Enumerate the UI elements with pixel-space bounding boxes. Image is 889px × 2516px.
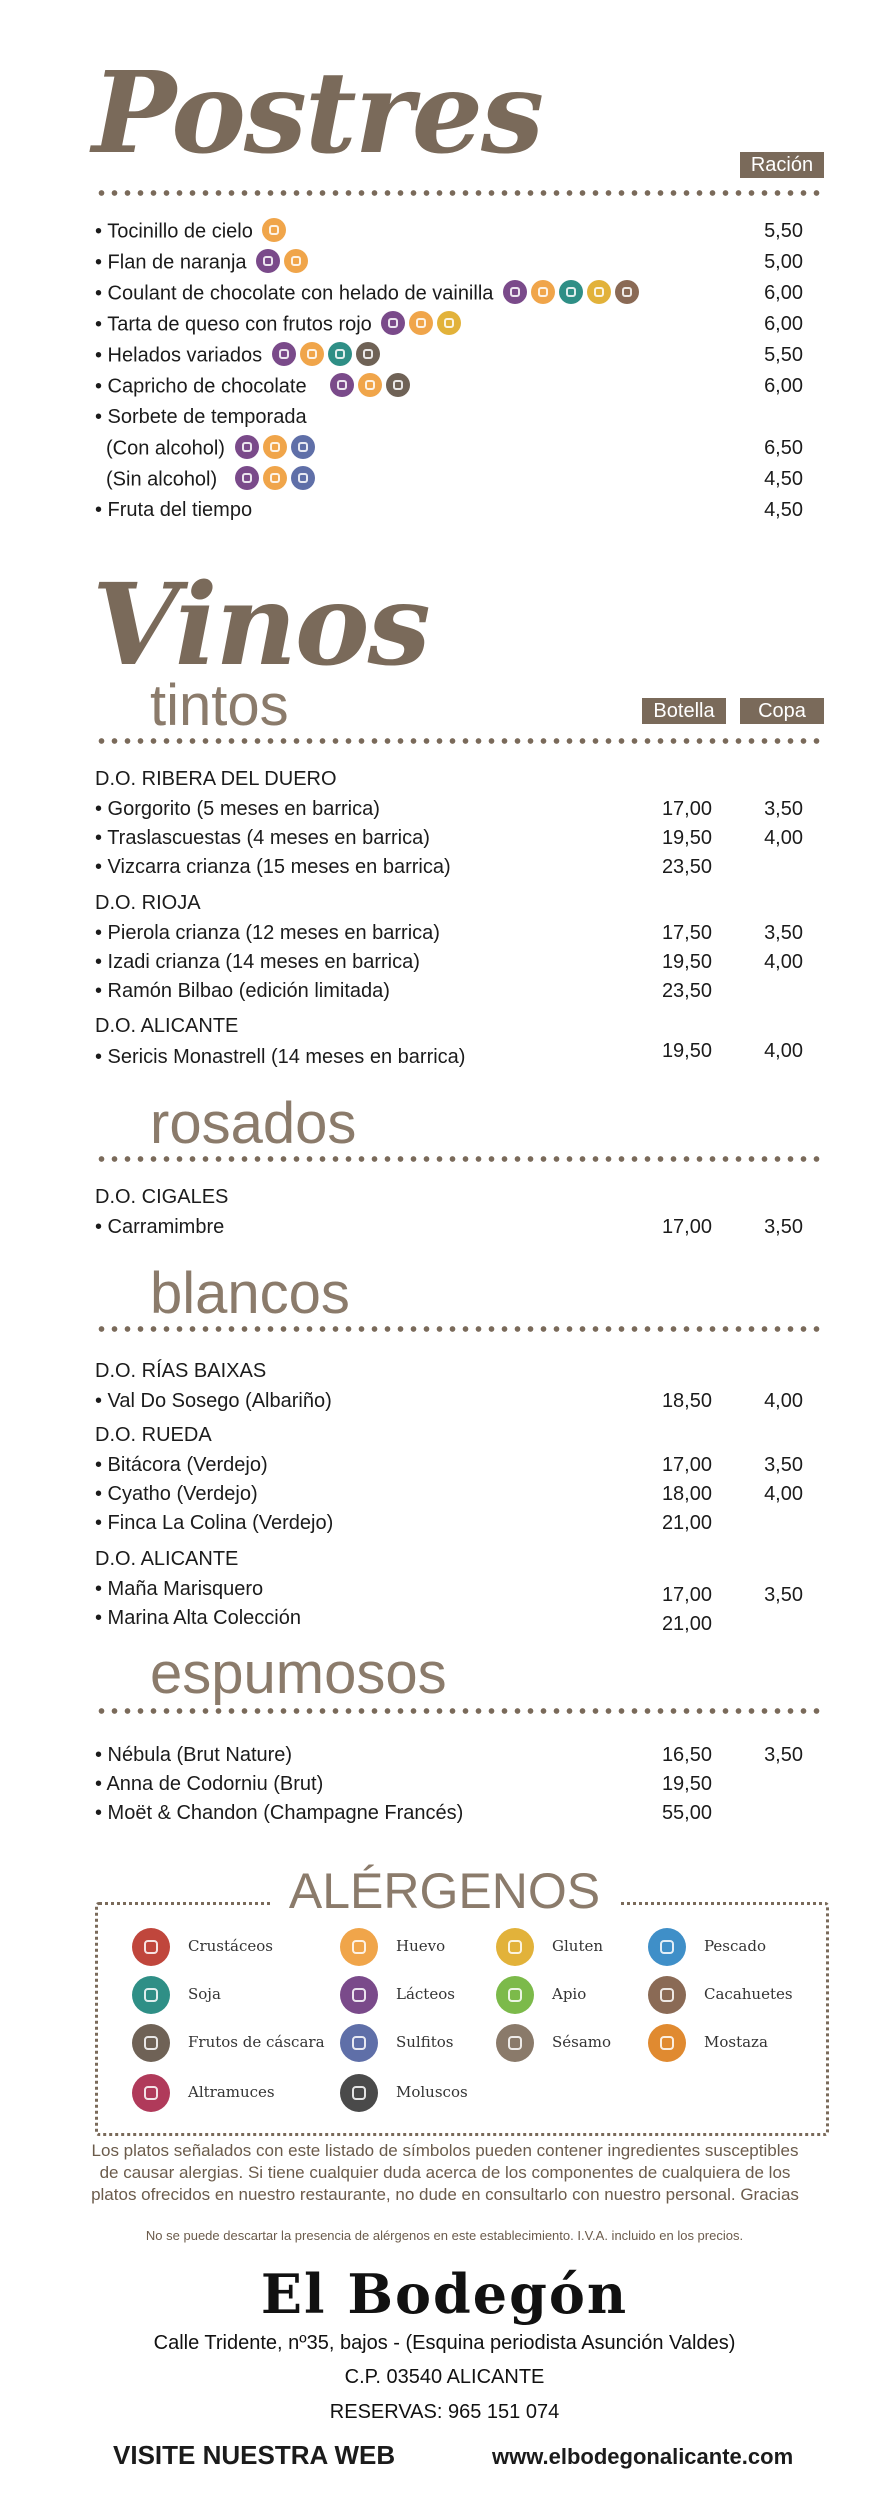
dessert-name: • Capricho de chocolate — [95, 375, 307, 398]
allergen-label: Lácteos — [396, 1985, 455, 2003]
mustard-icon — [648, 2024, 686, 2062]
wine-region: D.O. ALICANTE — [95, 1548, 239, 1570]
fish-icon — [648, 1928, 686, 1966]
website-link[interactable]: www.elbodegonalicante.com — [492, 2444, 794, 2469]
wine-glass-price: 4,00 — [764, 1390, 803, 1412]
dessert-price: 6,00 — [764, 375, 803, 397]
wine-glass-price: 4,00 — [764, 1040, 803, 1062]
vat-note: No se puede descartar la presencia de alérgenos en este establecimiento. I.V.A. incluido en los precios. — [145, 2228, 744, 2243]
wine-glass-price: 4,00 — [764, 827, 803, 849]
dessert-name: • Tocinillo de cielo — [95, 220, 253, 243]
milk-icon — [340, 1976, 378, 2014]
wine-bottle-price: 17,50 — [661, 922, 712, 944]
gluten-icon — [496, 1928, 534, 1966]
allergens-title — [0, 1862, 889, 1920]
divider — [95, 1326, 825, 1332]
lupin-icon — [132, 2074, 170, 2112]
glass-label: Copa — [740, 698, 824, 724]
allergen-altramuces — [132, 2074, 275, 2112]
wine-name: • Carramimbre — [95, 1216, 225, 1238]
allergen-sulfitos — [340, 2024, 454, 2062]
wine-glass-price: 3,50 — [764, 1216, 803, 1238]
milk-icon — [235, 435, 259, 459]
soy-icon — [559, 280, 583, 304]
wine-glass-price: 3,50 — [764, 798, 803, 820]
wine-name: • Marina Alta Colección — [95, 1607, 301, 1629]
dessert-name: • Tarta de queso con frutos rojo — [95, 313, 372, 336]
allergen-label: Gluten — [552, 1937, 604, 1955]
divider — [95, 190, 825, 196]
soy-icon — [328, 342, 352, 366]
wine-bottle-price: 19,50 — [661, 1773, 712, 1795]
wine-name: • Val Do Sosego (Albariño) — [95, 1390, 332, 1412]
dessert-row — [106, 468, 315, 492]
wine-name: • Moët & Chandon (Champagne Francés) — [95, 1802, 464, 1824]
wine-name: • Vizcarra crianza (15 meses en barrica) — [95, 856, 451, 878]
wine-bottle-price: 21,00 — [661, 1512, 712, 1534]
wine-name: • Anna de Codorniu (Brut) — [95, 1773, 324, 1795]
egg-icon — [340, 1928, 378, 1966]
wine-bottle-price: 18,00 — [661, 1483, 712, 1505]
allergen-label: Sésamo — [552, 2033, 612, 2051]
allergen-apio — [496, 1976, 586, 2014]
dessert-row — [95, 499, 252, 522]
wine-name: • Izadi crianza (14 meses en barrica) — [95, 951, 420, 973]
divider — [95, 738, 825, 744]
reservations: RESERVAS: 965 151 074 — [329, 2401, 560, 2423]
allergen-pescado — [648, 1928, 766, 1966]
allergen-note-1: Los platos señalados con este listado de símbolos pueden contener ingredientes susceptibles — [91, 2141, 799, 2160]
allergen-cacahuetes — [648, 1976, 793, 2014]
racion-label: Ración — [740, 152, 824, 178]
wine-bottle-price: 17,00 — [661, 798, 712, 820]
egg-icon — [531, 280, 555, 304]
dessert-price: 6,00 — [764, 282, 803, 304]
wine-glass-price: 4,00 — [764, 1483, 803, 1505]
divider — [95, 1156, 825, 1162]
allergen-note-2: de causar alergias. Si tiene cualquier duda acerca de los componentes de cualquiera de los — [99, 2163, 791, 2182]
wine-region: D.O. RÍAS BAIXAS — [95, 1360, 267, 1382]
dessert-price: 4,50 — [764, 499, 803, 521]
allergen-gluten — [496, 1928, 603, 1966]
wine-name: • Pierola crianza (12 meses en barrica) — [95, 922, 440, 944]
milk-icon — [256, 249, 280, 273]
wine-glass-price: 3,50 — [764, 922, 803, 944]
nut-icon — [132, 2024, 170, 2062]
allergen-crustaceos — [132, 1928, 273, 1966]
dessert-name: • Coulant de chocolate con helado de vainilla — [95, 282, 494, 305]
wine-glass-price: 3,50 — [764, 1744, 803, 1766]
wine-name: • Finca La Colina (Verdejo) — [95, 1512, 334, 1534]
allergen-label: Sulfitos — [396, 2033, 454, 2051]
wine-glass-price: 4,00 — [764, 951, 803, 973]
wine-bottle-price: 17,00 — [661, 1454, 712, 1476]
egg-icon — [263, 435, 287, 459]
allergen-huevo — [340, 1928, 445, 1966]
postal-code: C.P. 03540 ALICANTE — [344, 2366, 545, 2388]
dessert-name: (Sin alcohol) — [106, 468, 218, 491]
divider — [95, 1708, 825, 1714]
wine-region: D.O. RIBERA DEL DUERO — [95, 768, 337, 790]
allergen-label: Apio — [552, 1985, 587, 2003]
egg-icon — [358, 373, 382, 397]
wine-bottle-price: 23,50 — [661, 980, 712, 1002]
dessert-row — [95, 282, 639, 306]
sulfite-icon — [291, 435, 315, 459]
wine-bottle-price: 23,50 — [661, 856, 712, 878]
postres-title: Postres — [92, 48, 543, 179]
allergen-label: Moluscos — [396, 2083, 468, 2101]
rosados-heading: rosados — [150, 1091, 357, 1156]
allergen-mostaza — [648, 2024, 768, 2062]
dessert-price: 4,50 — [764, 468, 803, 490]
wine-name: • Ramón Bilbao (edición limitada) — [95, 980, 390, 1002]
dessert-price: 5,50 — [764, 220, 803, 242]
shell-icon — [340, 2074, 378, 2112]
dessert-name: • Flan de naranja — [95, 251, 247, 274]
egg-icon — [284, 249, 308, 273]
wine-bottle-price: 16,50 — [661, 1744, 712, 1766]
peanut-icon — [648, 1976, 686, 2014]
egg-icon — [300, 342, 324, 366]
allergen-soja — [132, 1976, 221, 2014]
peanut-icon — [615, 280, 639, 304]
dessert-price: 5,00 — [764, 251, 803, 273]
tintos-heading: tintos — [150, 673, 289, 738]
celery-icon — [496, 1976, 534, 2014]
wine-bottle-price: 17,00 — [661, 1584, 712, 1606]
wine-bottle-price: 19,50 — [661, 827, 712, 849]
wine-bottle-price: 21,00 — [661, 1613, 712, 1635]
visit-web-label: VISITE NUESTRA WEB — [113, 2440, 396, 2470]
wine-name: • Nébula (Brut Nature) — [95, 1744, 293, 1766]
wine-bottle-price: 19,50 — [661, 1040, 712, 1062]
allergen-label: Huevo — [396, 1937, 446, 1955]
dessert-name: • Fruta del tiempo — [95, 499, 253, 521]
allergen-sesamo — [496, 2024, 611, 2062]
egg-icon — [409, 311, 433, 335]
dessert-name: • Helados variados — [95, 344, 263, 367]
allergen-label: Frutos de cáscara — [188, 2033, 325, 2051]
nut-icon — [356, 342, 380, 366]
allergen-label: Mostaza — [704, 2033, 768, 2051]
dessert-row — [95, 220, 286, 244]
gluten-icon — [437, 311, 461, 335]
wine-bottle-price: 55,00 — [661, 1802, 712, 1824]
allergen-label: Cacahuetes — [704, 1985, 793, 2003]
wine-name: • Traslascuestas (4 meses en barrica) — [95, 827, 430, 849]
brand-logo: El Bodegón — [260, 2262, 629, 2326]
allergen-label: Crustáceos — [188, 1937, 273, 1955]
wine-bottle-price: 17,00 — [661, 1216, 712, 1238]
milk-icon — [330, 373, 354, 397]
dessert-row — [95, 406, 307, 429]
dessert-row — [95, 344, 380, 368]
bottle-label: Botella — [642, 698, 726, 724]
dessert-row — [95, 375, 410, 399]
gluten-icon — [587, 280, 611, 304]
wine-glass-price: 3,50 — [764, 1584, 803, 1606]
allergen-label: Altramuces — [188, 2083, 275, 2101]
wine-name: • Maña Marisquero — [95, 1578, 264, 1600]
allergen-label: Soja — [188, 1985, 221, 2003]
wine-name: • Sericis Monastrell (14 meses en barrica) — [95, 1046, 466, 1068]
allergens-title-text: ALÉRGENOS — [271, 1863, 618, 1919]
allergen-note-3: platos ofrecidos en nuestro restaurante, no dude en consultarlo con nuestro personal. Gracias — [91, 2185, 799, 2204]
wine-region: D.O. ALICANTE — [95, 1015, 239, 1037]
nut-icon — [386, 373, 410, 397]
wine-region: D.O. RUEDA — [95, 1424, 212, 1446]
dessert-price: 6,50 — [764, 437, 803, 459]
sesame-icon — [496, 2024, 534, 2062]
dessert-price: 5,50 — [764, 344, 803, 366]
wine-glass-price: 3,50 — [764, 1454, 803, 1476]
allergen-lacteos — [340, 1976, 455, 2014]
crustacean-icon — [132, 1928, 170, 1966]
wine-region: D.O. CIGALES — [95, 1186, 229, 1208]
wine-name: • Cyatho (Verdejo) — [95, 1483, 258, 1505]
allergen-moluscos — [340, 2074, 468, 2112]
sulfite-icon — [340, 2024, 378, 2062]
vinos-title: Vinos — [92, 560, 429, 691]
dessert-name: (Con alcohol) — [106, 437, 225, 460]
dessert-name: • Sorbete de temporada — [95, 406, 307, 428]
espumosos-heading: espumosos — [150, 1641, 447, 1706]
dessert-row — [95, 251, 308, 275]
wine-name: • Bitácora (Verdejo) — [95, 1454, 268, 1476]
dessert-row — [106, 437, 315, 461]
wine-bottle-price: 19,50 — [661, 951, 712, 973]
dessert-price: 6,00 — [764, 313, 803, 335]
soy-icon — [132, 1976, 170, 2014]
milk-icon — [503, 280, 527, 304]
egg-icon — [262, 218, 286, 242]
wine-name: • Gorgorito (5 meses en barrica) — [95, 798, 380, 820]
milk-icon — [381, 311, 405, 335]
wine-bottle-price: 18,50 — [661, 1390, 712, 1412]
allergen-label: Pescado — [704, 1937, 766, 1955]
egg-icon — [263, 466, 287, 490]
milk-icon — [272, 342, 296, 366]
allergen-frutos-cascara — [132, 2024, 325, 2062]
address: Calle Tridente, nº35, bajos - (Esquina periodista Asunción Valdes) — [153, 2332, 736, 2354]
dessert-row — [95, 313, 461, 337]
sulfite-icon — [291, 466, 315, 490]
milk-icon — [235, 466, 259, 490]
blancos-heading: blancos — [150, 1261, 350, 1326]
wine-region: D.O. RIOJA — [95, 892, 201, 914]
